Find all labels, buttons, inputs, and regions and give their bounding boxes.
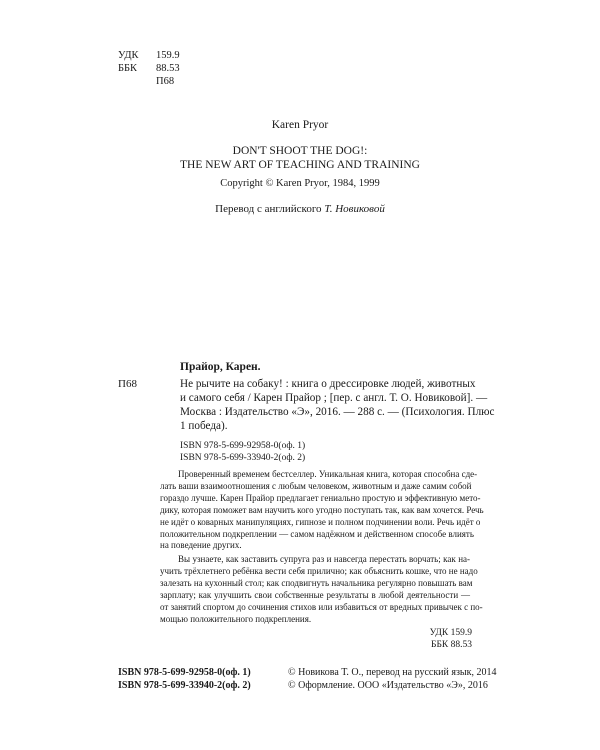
bibliographic-isbn xyxy=(180,440,305,464)
bibliographic-author-mark: П68 xyxy=(118,378,137,390)
translation-credit xyxy=(0,203,600,215)
annotation-p1-line: на поведение других. xyxy=(160,540,242,551)
bib-line-3: Москва : Издательство «Э», 2016. — 288 с. — (Психология. Плюс xyxy=(180,406,495,418)
bibliographic-heading: Прайор, Карен. xyxy=(180,361,261,373)
footer-isbn-2: ISBN 978-5-699-33940-2(оф. 2) xyxy=(118,679,251,691)
bbk-label: ББК xyxy=(118,63,138,74)
footer-isbn xyxy=(118,667,251,692)
translator-name: Т. Новиковой xyxy=(324,203,385,215)
bbk-value: 88.53 xyxy=(156,63,180,74)
annotation-p1-line: не идёт о коварных манипуляциях, гипнозе и полном подчинении воли. Речь идёт о xyxy=(160,516,481,527)
annotation-p1-line: лать ваши взаимоотношения с любым человеком, животным и даже самим собой xyxy=(160,480,472,491)
author-mark-top: П68 xyxy=(156,76,175,87)
annotation-p2-line: от занятий спортом до сочинения стихов или избавиться от вредных привычек с по- xyxy=(160,601,483,612)
translation-prefix: Перевод с английского xyxy=(215,203,325,215)
original-author: Karen Pryor xyxy=(271,119,329,131)
copyright-line: Copyright © Karen Pryor, 1984, 1999 xyxy=(220,178,380,189)
udk-label: УДК xyxy=(118,50,139,61)
annotation-paragraph-1 xyxy=(160,469,484,552)
bib-line-2: и самого себя / Карен Прайор ; [пер. с англ. Т. О. Новиковой]. — xyxy=(180,392,488,404)
annotation-paragraph-2 xyxy=(160,554,483,625)
original-title-line-1: DON'T SHOOT THE DOG!: xyxy=(232,145,368,157)
bbk-bottom: ББК 88.53 xyxy=(431,640,472,650)
annotation-p2-line: Вы узнаете, как заставить супруга раз и навсегда перестать ворчать; как на- xyxy=(178,554,470,564)
bib-isbn-1: ISBN 978-5-699-92958-0(оф. 1) xyxy=(180,441,306,451)
footer-copyright xyxy=(288,667,497,692)
classification-bottom xyxy=(424,627,472,651)
udk-value: 159.9 xyxy=(156,50,180,61)
footer-copyright-2: © Оформление. ООО «Издательство «Э», 2016 xyxy=(288,679,488,691)
bib-line-1: Не рычите на собаку! : книга о дрессировке людей, животных xyxy=(180,378,476,390)
annotation-p2-line: залезать на кухонный стол; как сподвигнуть начальника регулярно повышать вам xyxy=(160,577,473,588)
footer-copyright-1: © Новикова Т. О., перевод на русский язык, 2014 xyxy=(288,667,497,678)
bib-isbn-2: ISBN 978-5-699-33940-2(оф. 2) xyxy=(180,453,306,463)
footer-isbn-1: ISBN 978-5-699-92958-0(оф. 1) xyxy=(118,667,251,678)
udk-bottom: УДК 159.9 xyxy=(429,628,472,638)
annotation-p1-line: Проверенный временем бестселлер. Уникальная книга, которая способна сде- xyxy=(178,469,478,479)
annotation-p1-line: положительном подкреплении — самом надёжном и действенном способе влиять xyxy=(160,528,474,539)
annotation-p1-line: гораздо лучше. Карен Прайор предлагает гениально простую и эффективную мето- xyxy=(160,492,481,503)
bibliographic-description xyxy=(180,377,495,433)
bib-line-4: 1 победа). xyxy=(180,420,228,432)
annotation-p1-line: дику, которая поможет вам научить кого угодно поступать так, как вам хочется. Речь xyxy=(160,504,484,515)
classification-top xyxy=(118,49,180,88)
annotation-p2-line: мощью положительного подкрепления. xyxy=(160,613,312,624)
original-title xyxy=(0,144,600,172)
original-title-line-2: THE NEW ART OF TEACHING AND TRAINING xyxy=(180,159,420,171)
annotation-p2-line: учить трёхлетнего ребёнка вести себя прилично; как объяснить кошке, что не надо xyxy=(160,565,478,576)
annotation-p2-line: зарплату; как улучшить свои собственные результаты в любой деятельности — xyxy=(160,589,470,600)
